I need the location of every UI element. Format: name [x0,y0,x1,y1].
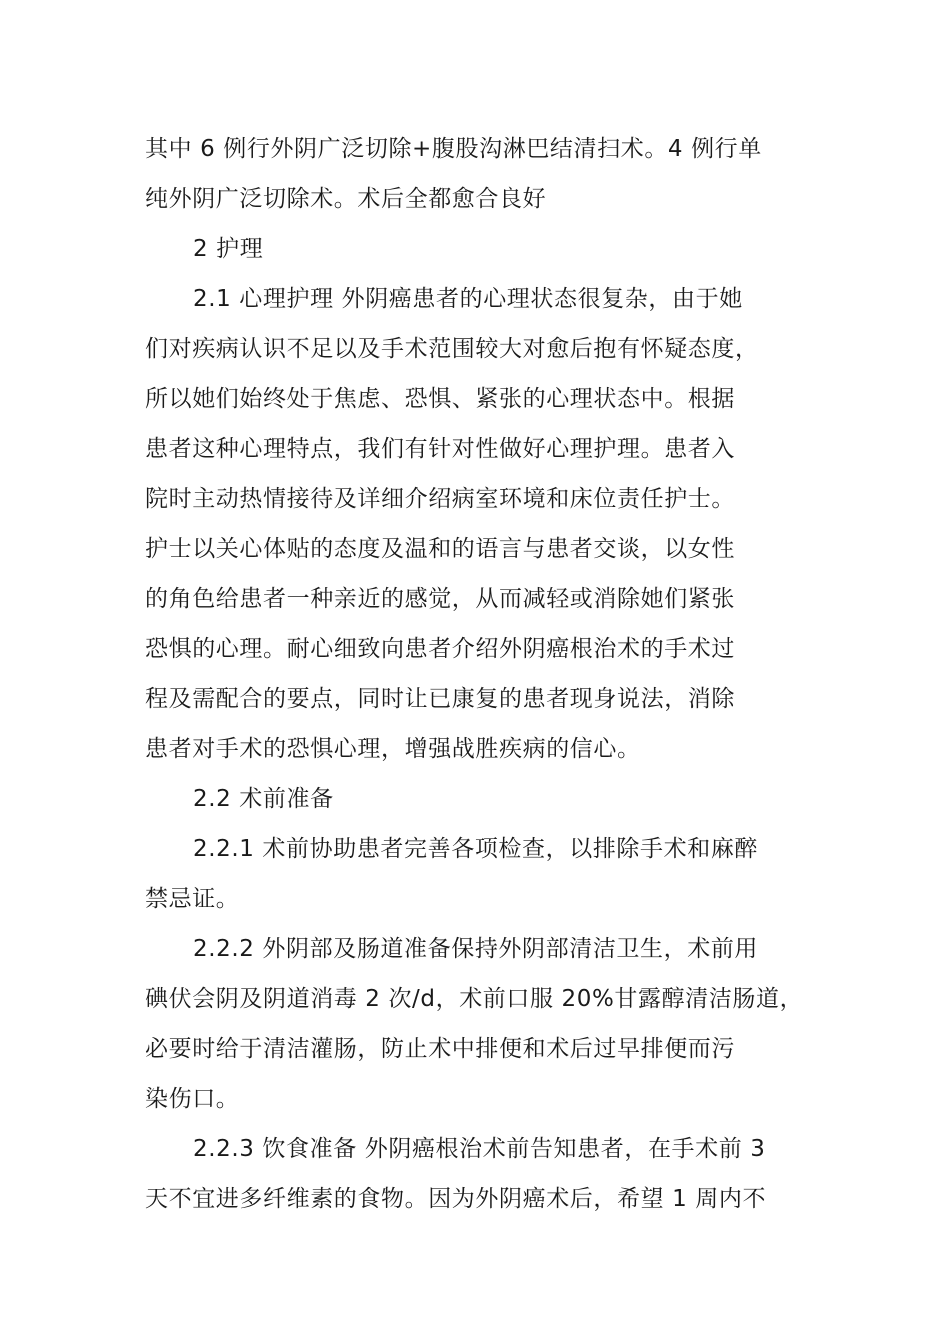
text-line: 2.2.2 外阴部及肠道准备保持外阴部清洁卫生，术前用 [193,936,759,962]
text-line: 患者对手术的恐惧心理，增强战胜疾病的信心。 [145,736,641,762]
text-line: 院时主动热情接待及详细介绍病室环境和床位责任护士。 [145,486,735,512]
section-heading: 2.2 术前准备 [193,786,334,812]
text-line: 其中 6 例行外阴广泛切除+腹股沟淋巴结清扫术。4 例行单 [145,136,762,162]
text-line: 天不宜进多纤维素的食物。因为外阴癌术后，希望 1 周内不 [145,1186,767,1212]
text-line: 染伤口。 [145,1086,240,1112]
text-line: 患者这种心理特点，我们有针对性做好心理护理。患者入 [145,436,735,462]
text-line: 碘伏会阴及阴道消毒 2 次/d，术前口服 20%甘露醇清洁肠道， [145,986,804,1012]
section-heading: 2 护理 [193,236,264,262]
text-line: 纯外阴广泛切除术。术后全都愈合良好 [145,186,547,212]
text-line: 程及需配合的要点，同时让已康复的患者现身说法，消除 [145,686,735,712]
text-line: 所以她们始终处于焦虑、恐惧、紧张的心理状态中。根据 [145,386,735,412]
text-line: 们对疾病认识不足以及手术范围较大对愈后抱有怀疑态度， [145,336,759,362]
text-line: 必要时给于清洁灌肠，防止术中排便和术后过早排便而污 [145,1036,735,1062]
text-line: 恐惧的心理。耐心细致向患者介绍外阴癌根治术的手术过 [145,636,735,662]
text-line: 2.2.3 饮食准备 外阴癌根治术前告知患者，在手术前 3 [193,1136,766,1162]
text-line: 的角色给患者一种亲近的感觉，从而减轻或消除她们紧张 [145,586,735,612]
text-line: 2.1 心理护理 外阴癌患者的心理状态很复杂，由于她 [193,286,743,312]
text-line: 护士以关心体贴的态度及温和的语言与患者交谈，以女性 [145,536,735,562]
text-line: 2.2.1 术前协助患者完善各项检查，以排除手术和麻醉 [193,836,759,862]
text-line: 禁忌证。 [145,886,240,912]
